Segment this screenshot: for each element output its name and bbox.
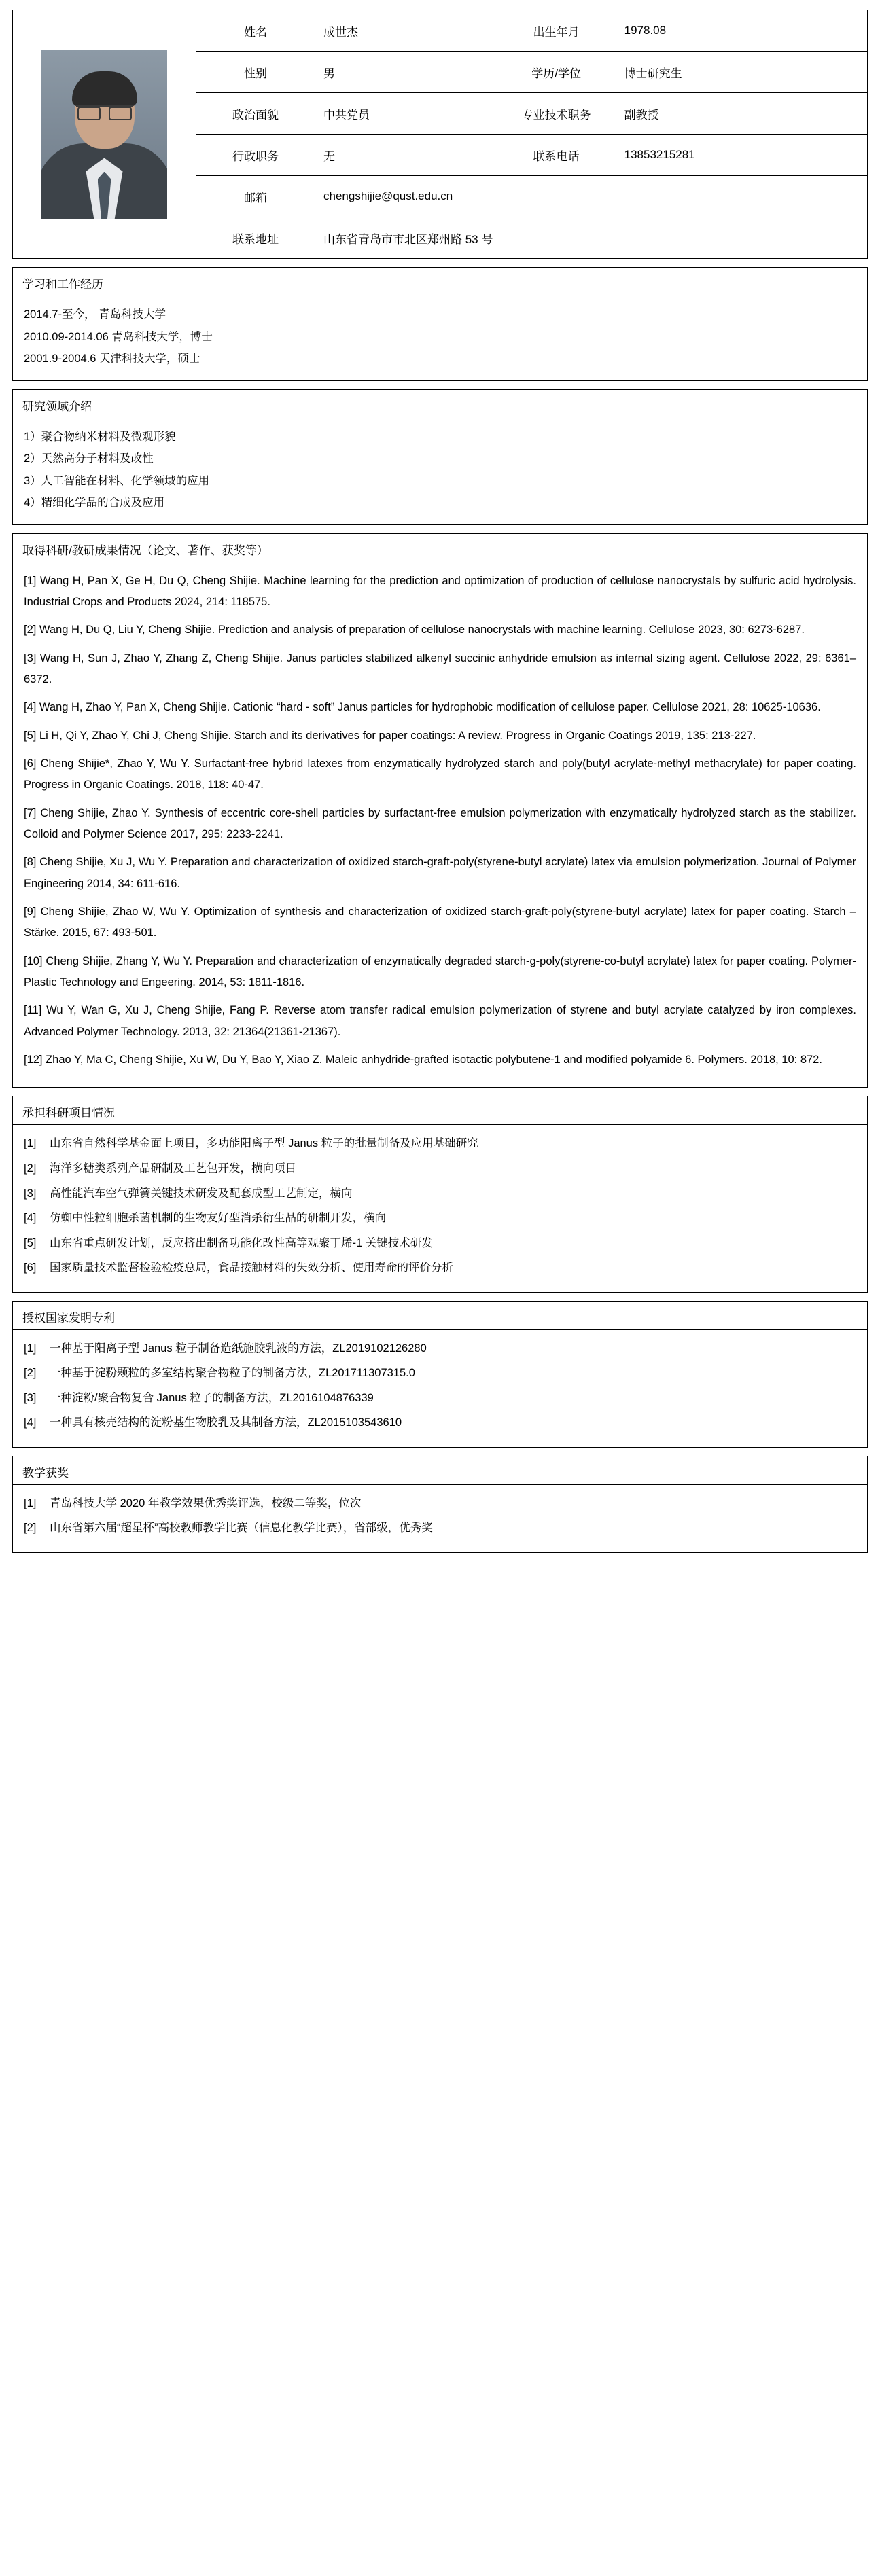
field-value-email: chengshijie@qust.edu.cn: [315, 176, 868, 217]
field-label-address: 联系地址: [196, 217, 315, 259]
section-title-experience: 学习和工作经历: [22, 278, 103, 291]
portrait-photo: [41, 50, 167, 219]
item-text: 海洋多糖类系列产品研制及工艺包开发，横向项目: [50, 1162, 296, 1175]
section-title-teaching-awards: 教学获奖: [22, 1466, 69, 1480]
list-item: 2014.7-至今， 青岛科技大学: [24, 308, 166, 321]
divider: [13, 1124, 867, 1125]
item-text: 一种淀粉/聚合物复合 Janus 粒子的制备方法，ZL2016104876339: [50, 1391, 374, 1404]
section-achievements: [12, 533, 868, 1088]
publication-item: [6] Cheng Shijie*, Zhao Y, Wu Y. Surfactant-free hybrid latexes from enzymatically hydrolyzed starch and poly(butyl acrylate-methyl methacrylate) for paper coating. Progress in Organic Coatings. 2018, 118: 40-47.: [24, 757, 856, 791]
field-value-birth: 1978.08: [616, 10, 867, 52]
item-text: 国家质量技术监督检验检疫总局，食品接触材料的失效分析、使用寿命的评价分析: [50, 1262, 453, 1274]
glasses-icon: [76, 105, 133, 119]
section-experience: [12, 267, 868, 381]
item-text: 山东省第六届“超星杯”高校教师教学比赛（信息化教学比赛），省部级，优秀奖: [50, 1522, 433, 1535]
item-number: [3]: [24, 1391, 37, 1404]
item-number: [4]: [24, 1212, 37, 1225]
table-row: [196, 176, 867, 217]
field-value-title: 副教授: [616, 93, 867, 135]
item-number: [1]: [24, 1497, 37, 1509]
field-label-phone: 联系电话: [497, 135, 616, 176]
list-item: 4）精细化学品的合成及应用: [24, 497, 165, 509]
identity-block: [12, 10, 868, 259]
list-item: [24, 1183, 856, 1204]
field-value-name: 成世杰: [315, 10, 497, 52]
field-label-degree: 学历/学位: [497, 52, 616, 93]
publication-item: [10] Cheng Shijie, Zhang Y, Wu Y. Preparation and characterization of enzymatically degraded starch-g-poly(styrene-co-butyl acrylate) latex for paper coating. Polymer-Plastic Technology and Engeering. 2014, 53: 1811-1816.: [24, 954, 856, 989]
section-body-patents: [13, 1333, 867, 1447]
list-item: [24, 1233, 856, 1254]
field-label-birth: 出生年月: [497, 10, 616, 52]
item-text: 一种具有核壳结构的淀粉基生物胶乳及其制备方法，ZL2015103543610: [50, 1416, 402, 1429]
section-title-research-fields: 研究领域介绍: [22, 399, 92, 413]
item-text: 仿蜘中性粒细胞杀菌机制的生物友好型消杀衍生品的研制开发，横向: [50, 1212, 386, 1225]
item-text: 山东省重点研发计划，反应挤出制备功能化改性高等观聚丁烯-1 关键技术研发: [50, 1236, 433, 1249]
publication-item: [3] Wang H, Sun J, Zhao Y, Zhang Z, Cheng Shijie. Janus particles stabilized alkenyl succinic anhydride emulsion as internal sizing agent. Cellulose 2022, 29: 6361–6372.: [24, 651, 856, 685]
item-number: [2]: [24, 1162, 37, 1175]
section-body-projects: [13, 1128, 867, 1291]
publication-item: [12] Zhao Y, Ma C, Cheng Shijie, Xu W, Du Y, Bao Y, Xiao Z. Maleic anhydride-grafted isotactic polybutene-1 and modified polyamide 6. Polymers. 2018, 10: 872.: [24, 1054, 822, 1067]
section-projects: [12, 1096, 868, 1292]
divider: [13, 1484, 867, 1485]
table-row: [196, 217, 867, 259]
list-item: [24, 1493, 856, 1514]
item-text: 山东省自然科学基金面上项目，多功能阳离子型 Janus 粒子的批量制备及应用基础研究: [50, 1137, 478, 1150]
list-item: 2）天然高分子材料及改性: [24, 452, 154, 465]
publication-item: [5] Li H, Qi Y, Zhao Y, Chi J, Cheng Shijie. Starch and its derivatives for paper coatings: A review. Progress in Organic Coatings 2019, 135: 213-227.: [24, 729, 756, 742]
publication-item: [9] Cheng Shijie, Zhao W, Wu Y. Optimization of synthesis and characterization of oxidized starch-graft-poly(styrene-butyl acrylate) latex for paper coating. Starch – Stärke. 2015, 67: 493-501.: [24, 906, 856, 940]
table-row: [196, 135, 867, 176]
item-number: [6]: [24, 1262, 37, 1274]
publication-item: [4] Wang H, Zhao Y, Pan X, Cheng Shijie. Cationic “hard - soft” Janus particles for hydrophobic modification of cellulose paper. Cellulose 2021, 28: 10625-10636.: [24, 701, 821, 714]
item-number: [5]: [24, 1236, 37, 1249]
publication-item: [11] Wu Y, Wan G, Xu J, Cheng Shijie, Fang P. Reverse atom transfer radical emulsion polymerization of styrene and butyl acrylate catalyzed by iron complexes. Advanced Polymer Technology. 2013, 32: 21364(21361-21367).: [24, 1004, 856, 1038]
publication-item: [1] Wang H, Pan X, Ge H, Du Q, Cheng Shijie. Machine learning for the prediction and optimization of production of cellulose nanocrystals by sulfuric acid hydrolysis. Industrial Crops and Products 2024, 214: 118575.: [24, 574, 856, 608]
section-teaching-awards: [12, 1456, 868, 1553]
item-number: [2]: [24, 1522, 37, 1535]
list-item: 3）人工智能在材料、化学领域的应用: [24, 474, 210, 487]
list-item: [24, 1338, 856, 1359]
field-value-admin-post: 无: [315, 135, 497, 176]
list-item: [24, 1363, 856, 1384]
list-item: [24, 1133, 856, 1154]
item-text: 高性能汽车空气弹簧关键技术研发及配套成型工艺制定，横向: [50, 1187, 353, 1200]
item-number: [4]: [24, 1416, 37, 1429]
item-number: [3]: [24, 1187, 37, 1200]
field-value-phone: 13853215281: [616, 135, 867, 176]
section-title-patents: 授权国家发明专利: [22, 1311, 115, 1325]
publication-item: [8] Cheng Shijie, Xu J, Wu Y. Preparation and characterization of oxidized starch-graft-poly(styrene-butyl acrylate) latex via emulsion polymerization. Journal of Polymer Engineering 2014, 34: 611-616.: [24, 856, 856, 890]
field-label-title: 专业技术职务: [497, 93, 616, 135]
field-value-political: 中共党员: [315, 93, 497, 135]
field-label-admin-post: 行政职务: [196, 135, 315, 176]
list-item: [24, 1518, 856, 1539]
section-body-experience: [13, 299, 867, 380]
field-value-address: 山东省青岛市市北区郑州路 53 号: [315, 217, 868, 259]
list-item: 2010.09-2014.06 青岛科技大学，博士: [24, 330, 213, 343]
section-patents: [12, 1301, 868, 1448]
publication-item: [2] Wang H, Du Q, Liu Y, Cheng Shijie. Prediction and analysis of preparation of cellulose nanocrystals with machine learning. Cellulose 2023, 30: 6273-6287.: [24, 624, 805, 637]
list-item: [24, 1158, 856, 1179]
item-number: [1]: [24, 1137, 37, 1150]
field-value-gender: 男: [315, 52, 497, 93]
identity-table: [196, 10, 867, 258]
list-item: 1）聚合物纳米材料及微观形貌: [24, 430, 176, 443]
section-body-research-fields: [13, 421, 867, 524]
field-value-degree: 博士研究生: [616, 52, 867, 93]
list-item: [24, 1412, 856, 1433]
section-body-achievements: [13, 565, 867, 1088]
list-item: [24, 1257, 856, 1278]
item-number: [1]: [24, 1342, 37, 1355]
section-title-projects: 承担科研项目情况: [22, 1107, 115, 1120]
field-label-email: 邮箱: [196, 176, 315, 217]
section-title-achievements: 取得科研/教研成果情况（论文、著作、获奖等）: [22, 543, 268, 557]
publication-item: [7] Cheng Shijie, Zhao Y. Synthesis of eccentric core-shell particles by surfactant-free emulsion polymerization with enzymatically hydrolyzed starch as the stabilizer. Colloid and Polymer Science 2017, 295: 2233-2241.: [24, 806, 856, 841]
portrait-hair: [72, 71, 137, 107]
item-text: 一种基于淀粉颗粒的多室结构聚合物粒子的制备方法，ZL201711307315.0: [50, 1367, 415, 1380]
item-number: [2]: [24, 1367, 37, 1380]
table-row: [196, 93, 867, 135]
table-row: [196, 10, 867, 52]
table-row: [196, 52, 867, 93]
section-body-teaching-awards: [13, 1488, 867, 1552]
item-text: 青岛科技大学 2020 年教学效果优秀奖评选，校级二等奖，位次: [50, 1497, 362, 1509]
section-research-fields: [12, 389, 868, 525]
list-item: [24, 1388, 856, 1409]
list-item: 2001.9-2004.6 天津科技大学，硕士: [24, 353, 200, 365]
item-text: 一种基于阳离子型 Janus 粒子制备造纸施胶乳液的方法，ZL2019102126280: [50, 1342, 427, 1355]
list-item: [24, 1208, 856, 1229]
field-label-gender: 性别: [196, 52, 315, 93]
photo-cell: [13, 10, 196, 258]
field-label-political: 政治面貌: [196, 93, 315, 135]
divider: [13, 1329, 867, 1330]
field-label-name: 姓名: [196, 10, 315, 52]
